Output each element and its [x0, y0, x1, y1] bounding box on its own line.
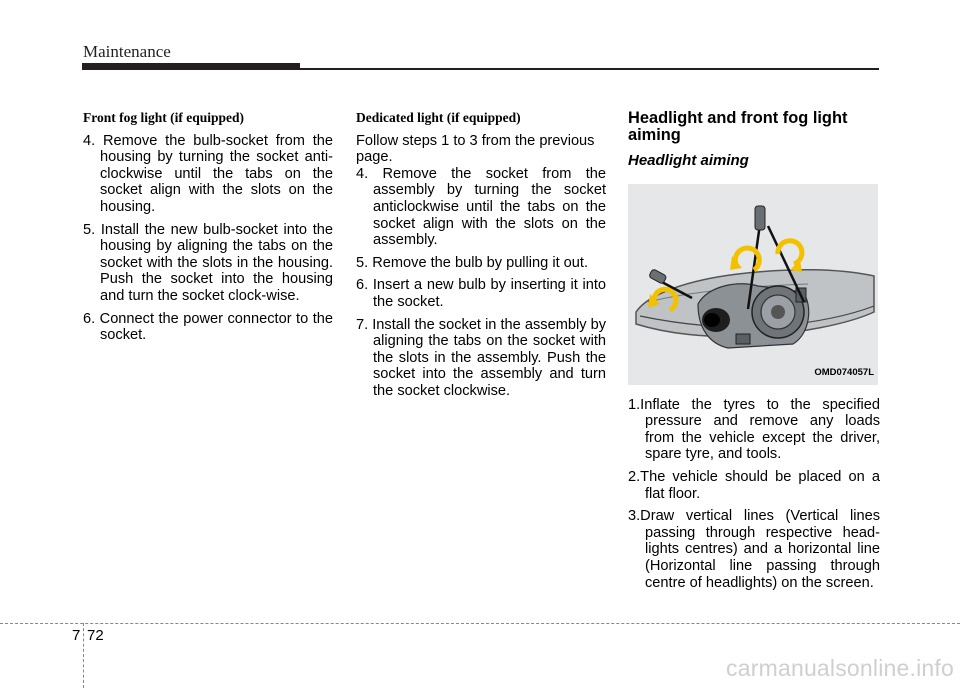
figure-caption: OMD074057L — [814, 367, 874, 378]
footer-divider — [0, 623, 960, 624]
dedicated-light-intro: Follow steps 1 to 3 from the previous page. — [356, 132, 595, 166]
subsection-title: Headlight aiming — [628, 152, 749, 169]
column-fog-light — [83, 110, 333, 350]
list-item: 5. Install the new bulb-socket into the housing by aligning the tabs on the socket with the slots in the housing. Push the socket into the housing and turn the socket clock-wise. — [83, 221, 333, 304]
page-number: 72 — [87, 627, 104, 644]
dedicated-light-heading: Dedicated light (if equipped) — [356, 110, 521, 125]
column-headlight-aiming — [628, 110, 880, 597]
fog-light-heading: Front fog light (if equipped) — [83, 110, 245, 125]
list-item: 7. Install the socket in the assembly by aligning the tabs on the socket with the slots in the assembly. Push the socket into the assembly and turn the socket clockwise. — [356, 316, 606, 399]
list-item: 1.Inflate the tyres to the specified pressure and remove any loads from the vehicle except the driver, spare tyre, and tools. — [628, 396, 880, 463]
header-rule-thin — [82, 68, 879, 70]
page-header-title: Maintenance — [83, 42, 171, 61]
headlight-figure — [628, 184, 878, 385]
list-item: 2.The vehicle should be placed on a flat floor. — [628, 468, 880, 502]
dedicated-light-steps — [356, 166, 606, 400]
list-item: 3.Draw vertical lines (Vertical lines passing through respective head-lights centres) and a horizontal line (Horizontal line passing through centre of headlights) on the screen. — [628, 508, 880, 591]
list-item: 5. Remove the bulb by pulling it out. — [356, 254, 589, 271]
headlight-assembly-illustration — [628, 184, 878, 385]
footer-vertical-divider — [83, 623, 84, 688]
watermark: carmanualsonline.info — [726, 655, 954, 681]
list-item: 6. Insert a new bulb by inserting it into the socket. — [356, 277, 606, 310]
chapter-number: 7 — [72, 627, 81, 644]
list-item: 6. Connect the power connector to the socket. — [83, 310, 333, 344]
section-title: Headlight and front fog light aiming — [628, 109, 848, 144]
column-dedicated-light — [356, 110, 606, 406]
list-item: 4. Remove the bulb-socket from the housing by turning the socket anti-clockwise until the tabs on the socket align with the slots on the housing. — [83, 132, 333, 215]
fog-light-steps — [83, 133, 333, 344]
list-item: 4. Remove the socket from the assembly by turning the socket anticlockwise until the tabs on the socket align with the slots on the assembly. — [356, 165, 606, 249]
aiming-steps — [628, 397, 880, 592]
